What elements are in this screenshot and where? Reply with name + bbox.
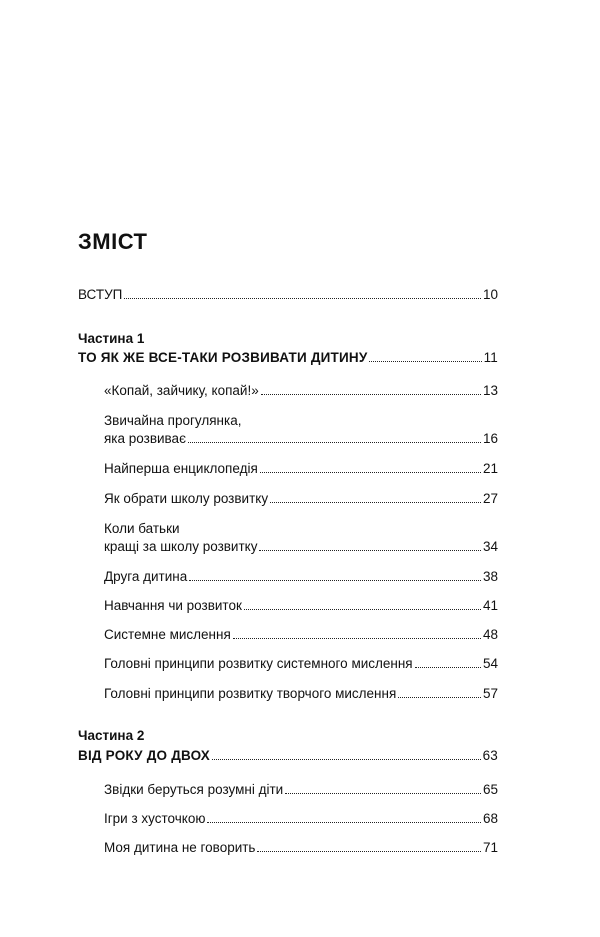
toc-entry[interactable] <box>104 461 498 477</box>
toc-entry-title: Звідки беруться розумні діти <box>104 782 284 797</box>
toc-page-number: 16 <box>482 431 498 446</box>
part-1-label: Частина 1 <box>78 331 145 346</box>
toc-page-number: 34 <box>482 539 498 554</box>
toc-entry-title: Системне мислення <box>104 627 231 642</box>
toc-leader-dots <box>369 361 481 362</box>
toc-page-number: 57 <box>482 686 498 701</box>
toc-entry-title: Ігри з хусточкою <box>104 811 206 826</box>
toc-entry-title: Як обрати школу розвитку <box>104 491 269 506</box>
toc-page-number: 68 <box>482 811 498 826</box>
toc-page-number: 13 <box>482 383 498 398</box>
toc-entry[interactable] <box>104 383 498 399</box>
toc-leader-dots <box>398 697 481 698</box>
toc-page-number: 48 <box>482 627 498 642</box>
toc-entry-title: кращі за школу розвитку <box>104 539 258 554</box>
toc-entry[interactable] <box>104 431 498 447</box>
toc-page-number: 38 <box>482 569 498 584</box>
part-2-label: Частина 2 <box>78 728 145 743</box>
toc-entry-title: Навчання чи розвиток <box>104 598 242 613</box>
toc-entry-part-2[interactable] <box>78 748 498 764</box>
toc-entry-title: Головні принципи розвитку творчого мислення <box>104 686 397 701</box>
toc-entry[interactable] <box>104 840 498 856</box>
toc-page-number: 10 <box>482 287 498 302</box>
toc-leader-dots <box>259 550 481 551</box>
toc-leader-dots <box>415 667 481 668</box>
toc-leader-dots <box>189 580 481 581</box>
toc-entry[interactable] <box>104 569 498 585</box>
toc-page-number: 63 <box>482 748 498 763</box>
toc-entry[interactable] <box>104 782 498 798</box>
toc-entry-part-1[interactable] <box>78 350 498 366</box>
toc-entry-title: «Копай, зайчику, копай!» <box>104 383 259 398</box>
toc-entry[interactable] <box>104 686 498 702</box>
toc-entry-title: Друга дитина <box>104 569 188 584</box>
toc-page-number: 71 <box>482 840 498 855</box>
toc-entry[interactable] <box>104 491 498 507</box>
toc-entry-title: Найперша енциклопедія <box>104 461 258 476</box>
toc-entry-title: Головні принципи розвитку системного мислення <box>104 656 413 671</box>
toc-entry-title: яка розвиває <box>104 431 186 446</box>
toc-entry-title: ТО ЯК ЖЕ ВСЕ-ТАКИ РОЗВИВАТИ ДИТИНУ <box>78 350 368 365</box>
toc-entry[interactable] <box>104 539 498 555</box>
toc-page-number: 21 <box>482 461 498 476</box>
toc-leader-dots <box>233 638 481 639</box>
toc-leader-dots <box>257 851 481 852</box>
toc-entry-title-line1: Коли батьки <box>104 521 180 536</box>
toc-leader-dots <box>285 793 481 794</box>
toc-leader-dots <box>188 442 481 443</box>
toc-leader-dots <box>207 822 480 823</box>
toc-page-number: 65 <box>482 782 498 797</box>
toc-leader-dots <box>124 298 481 299</box>
toc-entry-title: ВСТУП <box>78 287 123 302</box>
toc-entry[interactable] <box>104 627 498 643</box>
toc-leader-dots <box>212 759 481 760</box>
toc-entry[interactable] <box>104 656 498 672</box>
toc-entry-title-line1: Звичайна прогулянка, <box>104 413 242 428</box>
toc-entry[interactable] <box>104 811 498 827</box>
toc-page-number: 54 <box>482 656 498 671</box>
toc-leader-dots <box>270 502 481 503</box>
toc-entry-intro[interactable] <box>78 287 498 303</box>
toc-entry[interactable] <box>104 598 498 614</box>
toc-page-number: 11 <box>483 350 498 365</box>
toc-leader-dots <box>261 394 481 395</box>
toc-leader-dots <box>244 609 481 610</box>
toc-page-number: 41 <box>482 598 498 613</box>
toc-entry-title: ВІД РОКУ ДО ДВОХ <box>78 748 211 763</box>
toc-leader-dots <box>260 472 481 473</box>
toc-entry-title: Моя дитина не говорить <box>104 840 256 855</box>
toc-heading: ЗМІСТ <box>78 229 148 254</box>
toc-page-number: 27 <box>482 491 498 506</box>
